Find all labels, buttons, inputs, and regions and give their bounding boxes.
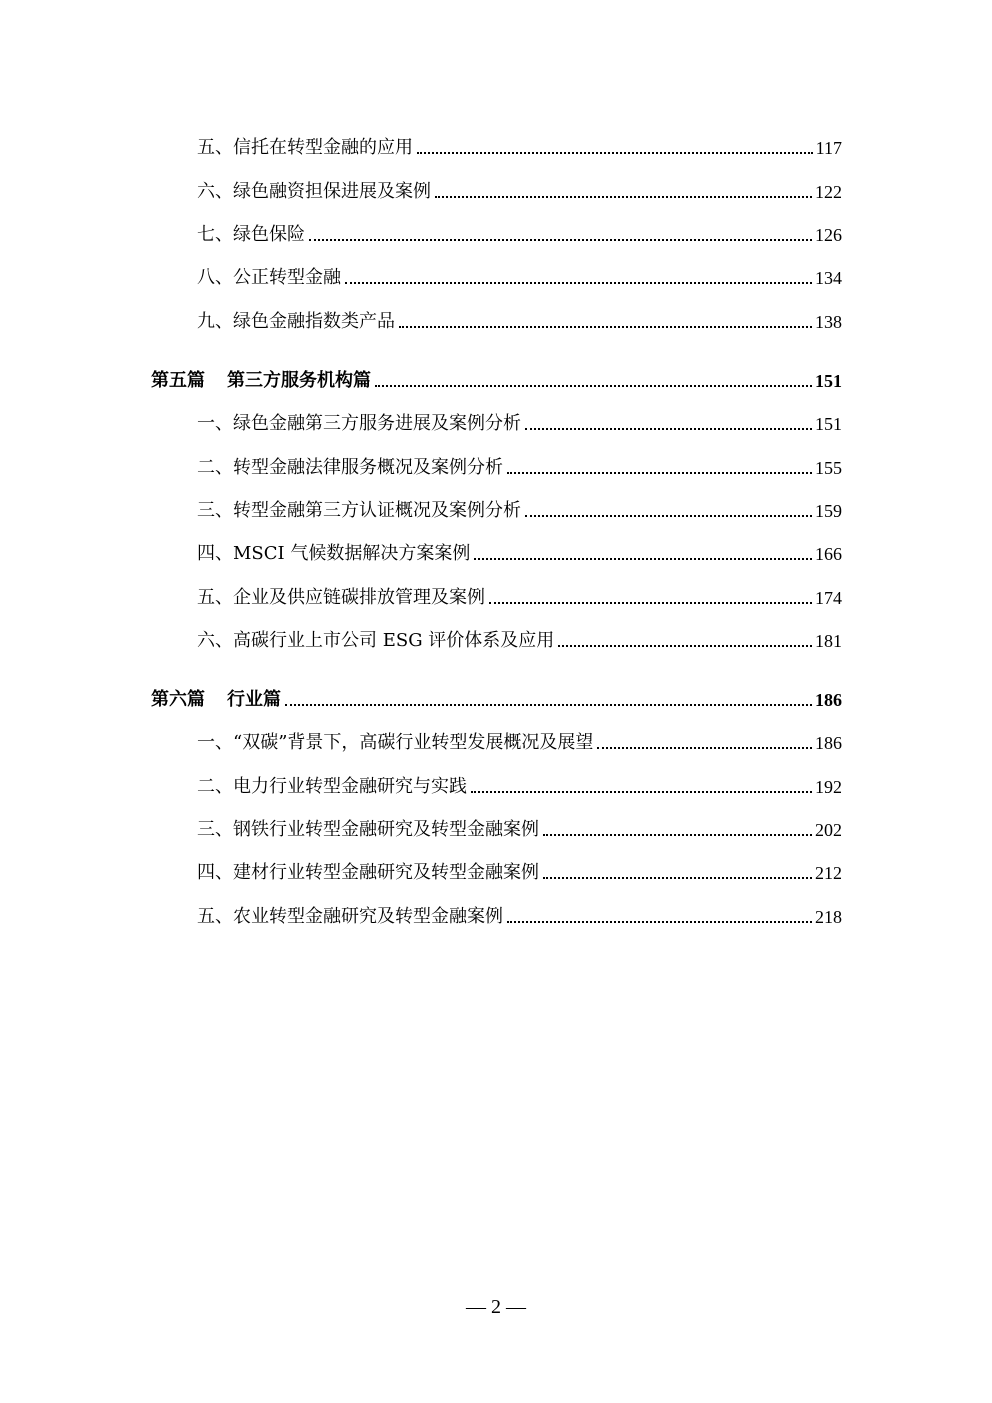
toc-part-page: 151 (815, 371, 842, 391)
toc-entry[interactable] (197, 496, 842, 522)
toc-entry[interactable] (197, 858, 842, 884)
toc-entry[interactable] (197, 263, 842, 289)
dot-leader (474, 558, 812, 560)
toc-entry[interactable] (197, 409, 842, 435)
dot-leader (375, 385, 812, 387)
toc-part-6[interactable] (151, 685, 842, 711)
toc-entry[interactable] (197, 772, 842, 798)
toc-entry-page: 151 (815, 414, 842, 434)
toc-entry-title: 四、建材行业转型金融研究及转型金融案例 (197, 862, 539, 883)
toc-entry-title: 四、MSCI 气候数据解决方案案例 (197, 543, 471, 564)
toc-entry-page: 212 (815, 863, 842, 883)
toc-entry-title: 五、农业转型金融研究及转型金融案例 (197, 906, 503, 927)
toc-entry-page: 126 (815, 225, 842, 245)
toc-entry-title: 五、企业及供应链碳排放管理及案例 (197, 587, 485, 608)
dot-leader (435, 196, 812, 198)
page-number: — 2 — (466, 1296, 526, 1318)
toc-entry[interactable] (197, 453, 842, 479)
dot-leader (417, 152, 813, 154)
toc-entry-page: 181 (815, 631, 842, 651)
dot-leader (525, 428, 812, 430)
toc-part-5[interactable] (151, 366, 842, 392)
toc-part-heading (151, 689, 281, 711)
dot-leader (309, 239, 812, 241)
toc-entry-title: 二、电力行业转型金融研究与实践 (197, 776, 467, 797)
toc-entry-page: 117 (815, 138, 842, 158)
toc-part-page: 186 (815, 690, 842, 710)
toc-entry[interactable] (197, 583, 842, 609)
toc-entry[interactable] (197, 220, 842, 246)
dot-leader (507, 921, 812, 923)
dot-leader (543, 834, 812, 836)
toc-entry-title: 六、绿色融资担保进展及案例 (197, 181, 431, 202)
toc-entry-title: 三、转型金融第三方认证概况及案例分析 (197, 500, 521, 521)
toc-entry-page: 166 (815, 544, 842, 564)
toc-part-heading (151, 370, 371, 392)
toc-entry[interactable] (197, 626, 842, 652)
toc-entry[interactable] (197, 177, 842, 203)
toc-entry-page: 159 (815, 501, 842, 521)
dot-leader (285, 704, 812, 706)
toc-entry-page: 202 (815, 820, 842, 840)
toc-entry-page: 186 (815, 733, 842, 753)
toc-entry[interactable] (197, 815, 842, 841)
toc-entry-title: 二、转型金融法律服务概况及案例分析 (197, 457, 503, 478)
dot-leader (489, 602, 812, 604)
dot-leader (399, 326, 812, 328)
toc-entry-title: 一、“双碳”背景下，高碳行业转型发展概况及展望 (197, 732, 594, 753)
dot-leader (345, 282, 812, 284)
toc-part-title: 第三方服务机构篇 (227, 370, 371, 391)
dot-leader (543, 877, 812, 879)
toc-entry[interactable] (197, 902, 842, 928)
toc-entry-title: 一、绿色金融第三方服务进展及案例分析 (197, 413, 521, 434)
dot-leader (471, 791, 812, 793)
toc-entry-page: 155 (815, 458, 842, 478)
toc-entry-title: 九、绿色金融指数类产品 (197, 311, 395, 332)
dot-leader (558, 645, 812, 647)
toc-entry-page: 138 (815, 312, 842, 332)
toc-entry-title: 六、高碳行业上市公司 ESG 评价体系及应用 (197, 630, 555, 651)
dot-leader (597, 747, 812, 749)
toc-entry-page: 174 (815, 588, 842, 608)
toc-entry[interactable] (197, 307, 842, 333)
toc-entry[interactable] (197, 133, 842, 159)
toc-entry-page: 134 (815, 268, 842, 288)
toc-part-label: 第六篇 (151, 689, 205, 710)
toc-entry-page: 218 (815, 907, 842, 927)
toc-entry-page: 122 (815, 182, 842, 202)
dot-leader (525, 515, 812, 517)
toc-entry-title: 七、绿色保险 (197, 224, 305, 245)
toc-entry[interactable] (197, 728, 842, 754)
toc-part-label: 第五篇 (151, 370, 205, 391)
toc-entry-page: 192 (815, 777, 842, 797)
toc-entry-title: 三、钢铁行业转型金融研究及转型金融案例 (197, 819, 539, 840)
toc-part-title: 行业篇 (227, 689, 281, 710)
toc-entry[interactable] (197, 539, 842, 565)
toc-entry-title: 五、信托在转型金融的应用 (197, 137, 413, 158)
dot-leader (507, 472, 812, 474)
toc-entry-title: 八、公正转型金融 (197, 267, 341, 288)
